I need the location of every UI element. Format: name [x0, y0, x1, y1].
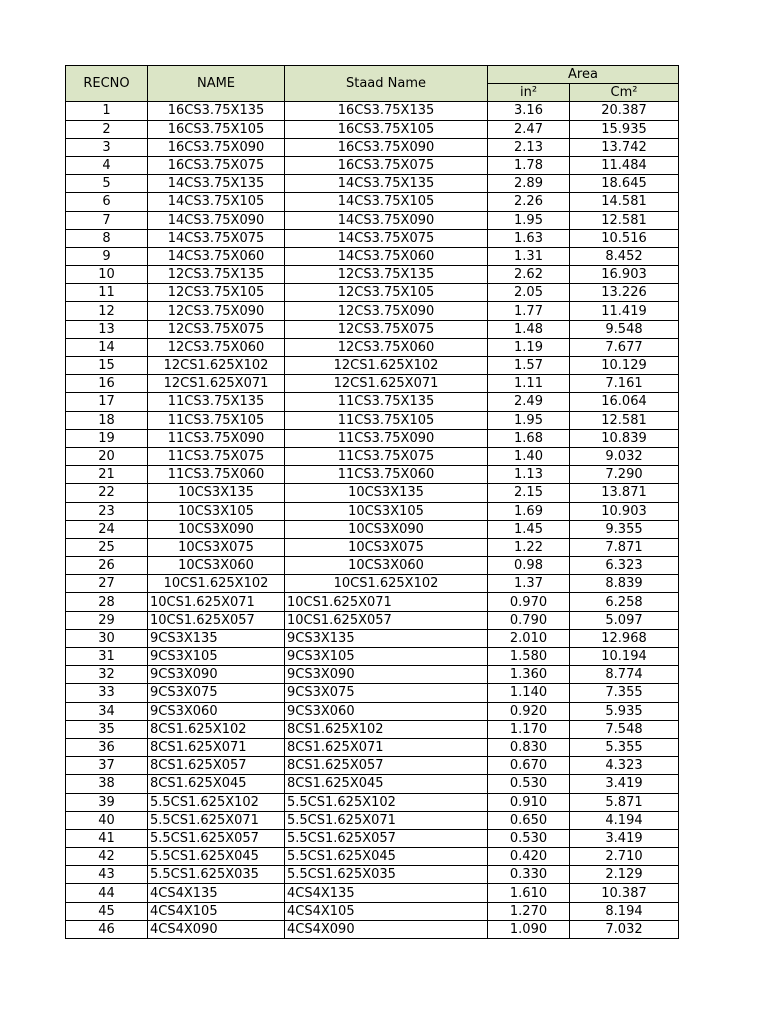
- cell-area-in2: 2.05: [488, 284, 570, 302]
- cell-area-cm2: 10.839: [570, 429, 679, 447]
- cell-name: 10CS3X105: [148, 502, 285, 520]
- table-row: [66, 266, 679, 284]
- cell-staad-name: 16CS3.75X135: [285, 102, 488, 120]
- table-row: [66, 484, 679, 502]
- cell-recno: 45: [66, 902, 148, 920]
- cell-area-cm2: 12.581: [570, 411, 679, 429]
- table-row: [66, 593, 679, 611]
- cell-recno: 36: [66, 738, 148, 756]
- cell-recno: 22: [66, 484, 148, 502]
- cell-recno: 25: [66, 538, 148, 556]
- table-row: [66, 338, 679, 356]
- cell-area-cm2: 8.194: [570, 902, 679, 920]
- table-row: [66, 211, 679, 229]
- cell-recno: 17: [66, 393, 148, 411]
- cell-area-cm2: 13.742: [570, 138, 679, 156]
- cell-area-cm2: 7.161: [570, 375, 679, 393]
- table-row: [66, 866, 679, 884]
- section-properties-table: [65, 65, 679, 939]
- cell-staad-name: 11CS3.75X135: [285, 393, 488, 411]
- cell-area-in2: 2.13: [488, 138, 570, 156]
- table-row: [66, 320, 679, 338]
- cell-area-in2: 0.790: [488, 611, 570, 629]
- cell-name: 14CS3.75X105: [148, 193, 285, 211]
- cell-staad-name: 12CS3.75X075: [285, 320, 488, 338]
- cell-area-in2: 1.77: [488, 302, 570, 320]
- cell-staad-name: 14CS3.75X075: [285, 229, 488, 247]
- cell-area-cm2: 7.871: [570, 538, 679, 556]
- cell-staad-name: 9CS3X090: [285, 666, 488, 684]
- table-row: [66, 302, 679, 320]
- cell-area-cm2: 8.774: [570, 666, 679, 684]
- cell-staad-name: 11CS3.75X075: [285, 447, 488, 465]
- table-row: [66, 848, 679, 866]
- table-row: [66, 793, 679, 811]
- cell-name: 14CS3.75X090: [148, 211, 285, 229]
- cell-name: 12CS1.625X102: [148, 357, 285, 375]
- cell-name: 4CS4X135: [148, 884, 285, 902]
- table-row: [66, 102, 679, 120]
- cell-name: 10CS3X075: [148, 538, 285, 556]
- cell-area-cm2: 16.064: [570, 393, 679, 411]
- cell-area-in2: 3.16: [488, 102, 570, 120]
- cell-area-cm2: 7.355: [570, 684, 679, 702]
- cell-recno: 7: [66, 211, 148, 229]
- cell-area-in2: 2.15: [488, 484, 570, 502]
- table-row: [66, 120, 679, 138]
- cell-staad-name: 9CS3X105: [285, 648, 488, 666]
- table-row: [66, 247, 679, 265]
- table-row: [66, 520, 679, 538]
- cell-area-in2: 0.830: [488, 738, 570, 756]
- cell-area-in2: 1.270: [488, 902, 570, 920]
- cell-area-in2: 1.37: [488, 575, 570, 593]
- cell-area-cm2: 5.097: [570, 611, 679, 629]
- table-row: [66, 720, 679, 738]
- cell-name: 5.5CS1.625X071: [148, 811, 285, 829]
- cell-recno: 44: [66, 884, 148, 902]
- cell-recno: 15: [66, 357, 148, 375]
- table-row: [66, 375, 679, 393]
- cell-recno: 37: [66, 757, 148, 775]
- cell-area-in2: 0.670: [488, 757, 570, 775]
- header-name: NAME: [148, 66, 285, 102]
- table-row: [66, 684, 679, 702]
- cell-staad-name: 10CS3X105: [285, 502, 488, 520]
- cell-name: 10CS1.625X071: [148, 593, 285, 611]
- cell-recno: 24: [66, 520, 148, 538]
- cell-staad-name: 14CS3.75X135: [285, 175, 488, 193]
- cell-name: 4CS4X105: [148, 902, 285, 920]
- cell-area-cm2: 8.839: [570, 575, 679, 593]
- cell-area-cm2: 7.290: [570, 466, 679, 484]
- cell-name: 8CS1.625X102: [148, 720, 285, 738]
- cell-recno: 21: [66, 466, 148, 484]
- cell-area-cm2: 10.194: [570, 648, 679, 666]
- cell-staad-name: 12CS1.625X071: [285, 375, 488, 393]
- cell-area-cm2: 15.935: [570, 120, 679, 138]
- cell-recno: 16: [66, 375, 148, 393]
- header-area-in2: in²: [488, 84, 570, 102]
- cell-staad-name: 16CS3.75X090: [285, 138, 488, 156]
- cell-name: 11CS3.75X105: [148, 411, 285, 429]
- table-row: [66, 538, 679, 556]
- cell-area-in2: 1.78: [488, 156, 570, 174]
- cell-name: 12CS3.75X060: [148, 338, 285, 356]
- cell-recno: 38: [66, 775, 148, 793]
- cell-name: 5.5CS1.625X057: [148, 829, 285, 847]
- cell-area-cm2: 20.387: [570, 102, 679, 120]
- cell-area-cm2: 6.258: [570, 593, 679, 611]
- cell-name: 9CS3X090: [148, 666, 285, 684]
- cell-area-in2: 1.13: [488, 466, 570, 484]
- cell-area-cm2: 9.032: [570, 447, 679, 465]
- table-row: [66, 757, 679, 775]
- header-area-cm2: Cm²: [570, 84, 679, 102]
- cell-area-in2: 1.140: [488, 684, 570, 702]
- cell-recno: 23: [66, 502, 148, 520]
- cell-area-cm2: 10.903: [570, 502, 679, 520]
- cell-name: 10CS1.625X057: [148, 611, 285, 629]
- cell-area-cm2: 2.129: [570, 866, 679, 884]
- cell-area-in2: 1.57: [488, 357, 570, 375]
- cell-area-in2: 2.010: [488, 629, 570, 647]
- cell-name: 14CS3.75X135: [148, 175, 285, 193]
- cell-area-in2: 1.170: [488, 720, 570, 738]
- cell-area-in2: 0.910: [488, 793, 570, 811]
- cell-area-in2: 1.45: [488, 520, 570, 538]
- cell-recno: 6: [66, 193, 148, 211]
- cell-recno: 1: [66, 102, 148, 120]
- cell-name: 10CS3X135: [148, 484, 285, 502]
- cell-staad-name: 10CS3X090: [285, 520, 488, 538]
- table-row: [66, 811, 679, 829]
- cell-area-cm2: 5.871: [570, 793, 679, 811]
- cell-name: 12CS3.75X135: [148, 266, 285, 284]
- table-body: [66, 102, 679, 939]
- cell-recno: 43: [66, 866, 148, 884]
- cell-recno: 8: [66, 229, 148, 247]
- cell-area-in2: 0.98: [488, 557, 570, 575]
- cell-name: 16CS3.75X075: [148, 156, 285, 174]
- cell-name: 8CS1.625X045: [148, 775, 285, 793]
- cell-area-in2: 0.330: [488, 866, 570, 884]
- cell-name: 10CS3X060: [148, 557, 285, 575]
- table-row: [66, 502, 679, 520]
- table-row: [66, 393, 679, 411]
- cell-name: 5.5CS1.625X102: [148, 793, 285, 811]
- cell-recno: 13: [66, 320, 148, 338]
- cell-area-in2: 1.090: [488, 920, 570, 938]
- table-row: [66, 575, 679, 593]
- cell-staad-name: 16CS3.75X075: [285, 156, 488, 174]
- cell-staad-name: 16CS3.75X105: [285, 120, 488, 138]
- cell-area-in2: 0.420: [488, 848, 570, 866]
- cell-area-cm2: 6.323: [570, 557, 679, 575]
- cell-name: 14CS3.75X075: [148, 229, 285, 247]
- cell-name: 11CS3.75X090: [148, 429, 285, 447]
- cell-area-cm2: 7.548: [570, 720, 679, 738]
- cell-area-in2: 0.920: [488, 702, 570, 720]
- table-row: [66, 829, 679, 847]
- cell-staad-name: 8CS1.625X102: [285, 720, 488, 738]
- cell-area-in2: 0.970: [488, 593, 570, 611]
- table-row: [66, 193, 679, 211]
- cell-area-in2: 2.89: [488, 175, 570, 193]
- cell-area-cm2: 4.323: [570, 757, 679, 775]
- cell-area-cm2: 10.387: [570, 884, 679, 902]
- cell-name: 12CS3.75X075: [148, 320, 285, 338]
- cell-recno: 34: [66, 702, 148, 720]
- cell-area-in2: 1.19: [488, 338, 570, 356]
- cell-area-cm2: 11.484: [570, 156, 679, 174]
- table-row: [66, 648, 679, 666]
- table-row: [66, 411, 679, 429]
- cell-name: 11CS3.75X135: [148, 393, 285, 411]
- cell-area-in2: 1.95: [488, 211, 570, 229]
- cell-recno: 14: [66, 338, 148, 356]
- cell-area-in2: 2.49: [488, 393, 570, 411]
- cell-area-cm2: 3.419: [570, 829, 679, 847]
- cell-area-in2: 1.360: [488, 666, 570, 684]
- cell-name: 4CS4X090: [148, 920, 285, 938]
- cell-staad-name: 9CS3X075: [285, 684, 488, 702]
- cell-name: 16CS3.75X105: [148, 120, 285, 138]
- cell-name: 12CS1.625X071: [148, 375, 285, 393]
- table-row: [66, 284, 679, 302]
- table-row: [66, 357, 679, 375]
- table-row: [66, 775, 679, 793]
- table-row: [66, 611, 679, 629]
- cell-staad-name: 11CS3.75X105: [285, 411, 488, 429]
- table-row: [66, 466, 679, 484]
- cell-staad-name: 5.5CS1.625X057: [285, 829, 488, 847]
- table-row: [66, 902, 679, 920]
- cell-staad-name: 5.5CS1.625X071: [285, 811, 488, 829]
- cell-area-in2: 1.48: [488, 320, 570, 338]
- cell-area-cm2: 12.968: [570, 629, 679, 647]
- cell-staad-name: 11CS3.75X060: [285, 466, 488, 484]
- cell-recno: 42: [66, 848, 148, 866]
- cell-recno: 19: [66, 429, 148, 447]
- cell-name: 14CS3.75X060: [148, 247, 285, 265]
- cell-recno: 40: [66, 811, 148, 829]
- cell-staad-name: 12CS3.75X090: [285, 302, 488, 320]
- cell-recno: 9: [66, 247, 148, 265]
- cell-name: 11CS3.75X060: [148, 466, 285, 484]
- cell-recno: 27: [66, 575, 148, 593]
- cell-staad-name: 12CS3.75X135: [285, 266, 488, 284]
- cell-recno: 18: [66, 411, 148, 429]
- cell-recno: 11: [66, 284, 148, 302]
- cell-area-in2: 1.63: [488, 229, 570, 247]
- cell-area-in2: 0.530: [488, 775, 570, 793]
- cell-name: 9CS3X105: [148, 648, 285, 666]
- cell-area-cm2: 12.581: [570, 211, 679, 229]
- cell-staad-name: 8CS1.625X045: [285, 775, 488, 793]
- header-recno: RECNO: [66, 66, 148, 102]
- table-row: [66, 738, 679, 756]
- cell-area-cm2: 9.548: [570, 320, 679, 338]
- cell-staad-name: 4CS4X135: [285, 884, 488, 902]
- cell-staad-name: 9CS3X135: [285, 629, 488, 647]
- table-header: [66, 66, 679, 102]
- cell-area-cm2: 10.516: [570, 229, 679, 247]
- cell-recno: 35: [66, 720, 148, 738]
- cell-area-cm2: 13.871: [570, 484, 679, 502]
- cell-name: 9CS3X060: [148, 702, 285, 720]
- cell-recno: 31: [66, 648, 148, 666]
- cell-staad-name: 10CS1.625X102: [285, 575, 488, 593]
- cell-staad-name: 5.5CS1.625X102: [285, 793, 488, 811]
- cell-area-in2: 1.40: [488, 447, 570, 465]
- cell-staad-name: 12CS3.75X105: [285, 284, 488, 302]
- cell-area-cm2: 2.710: [570, 848, 679, 866]
- cell-recno: 32: [66, 666, 148, 684]
- table-row: [66, 156, 679, 174]
- cell-recno: 2: [66, 120, 148, 138]
- cell-staad-name: 5.5CS1.625X035: [285, 866, 488, 884]
- cell-area-in2: 1.69: [488, 502, 570, 520]
- cell-staad-name: 10CS3X135: [285, 484, 488, 502]
- header-staad-name: Staad Name: [285, 66, 488, 102]
- cell-area-cm2: 3.419: [570, 775, 679, 793]
- cell-area-in2: 2.62: [488, 266, 570, 284]
- cell-area-cm2: 7.032: [570, 920, 679, 938]
- cell-area-cm2: 11.419: [570, 302, 679, 320]
- cell-area-cm2: 14.581: [570, 193, 679, 211]
- cell-name: 11CS3.75X075: [148, 447, 285, 465]
- cell-area-cm2: 4.194: [570, 811, 679, 829]
- cell-area-in2: 1.95: [488, 411, 570, 429]
- cell-name: 12CS3.75X090: [148, 302, 285, 320]
- table-row: [66, 138, 679, 156]
- cell-name: 9CS3X135: [148, 629, 285, 647]
- cell-staad-name: 5.5CS1.625X045: [285, 848, 488, 866]
- cell-name: 12CS3.75X105: [148, 284, 285, 302]
- cell-area-in2: 1.610: [488, 884, 570, 902]
- cell-recno: 46: [66, 920, 148, 938]
- cell-area-cm2: 18.645: [570, 175, 679, 193]
- cell-staad-name: 8CS1.625X071: [285, 738, 488, 756]
- cell-staad-name: 10CS3X075: [285, 538, 488, 556]
- table-row: [66, 702, 679, 720]
- cell-staad-name: 11CS3.75X090: [285, 429, 488, 447]
- cell-recno: 12: [66, 302, 148, 320]
- cell-name: 16CS3.75X135: [148, 102, 285, 120]
- table-row: [66, 447, 679, 465]
- table-row: [66, 629, 679, 647]
- cell-area-in2: 1.580: [488, 648, 570, 666]
- cell-staad-name: 14CS3.75X060: [285, 247, 488, 265]
- table-row: [66, 884, 679, 902]
- table-row: [66, 229, 679, 247]
- cell-name: 8CS1.625X057: [148, 757, 285, 775]
- cell-name: 10CS3X090: [148, 520, 285, 538]
- cell-name: 5.5CS1.625X035: [148, 866, 285, 884]
- header-area: Area: [488, 66, 679, 84]
- cell-area-in2: 1.22: [488, 538, 570, 556]
- cell-staad-name: 14CS3.75X105: [285, 193, 488, 211]
- cell-recno: 39: [66, 793, 148, 811]
- table-row: [66, 175, 679, 193]
- cell-area-cm2: 10.129: [570, 357, 679, 375]
- table-row: [66, 429, 679, 447]
- cell-area-cm2: 5.355: [570, 738, 679, 756]
- cell-staad-name: 9CS3X060: [285, 702, 488, 720]
- cell-area-in2: 1.11: [488, 375, 570, 393]
- cell-recno: 5: [66, 175, 148, 193]
- cell-name: 9CS3X075: [148, 684, 285, 702]
- cell-name: 16CS3.75X090: [148, 138, 285, 156]
- cell-staad-name: 10CS3X060: [285, 557, 488, 575]
- cell-area-in2: 0.650: [488, 811, 570, 829]
- cell-staad-name: 8CS1.625X057: [285, 757, 488, 775]
- cell-staad-name: 10CS1.625X057: [285, 611, 488, 629]
- cell-area-cm2: 9.355: [570, 520, 679, 538]
- cell-area-cm2: 13.226: [570, 284, 679, 302]
- cell-recno: 4: [66, 156, 148, 174]
- cell-recno: 29: [66, 611, 148, 629]
- cell-name: 8CS1.625X071: [148, 738, 285, 756]
- cell-recno: 26: [66, 557, 148, 575]
- table-row: [66, 666, 679, 684]
- cell-area-cm2: 5.935: [570, 702, 679, 720]
- cell-staad-name: 12CS1.625X102: [285, 357, 488, 375]
- cell-area-in2: 2.47: [488, 120, 570, 138]
- cell-recno: 28: [66, 593, 148, 611]
- cell-area-cm2: 7.677: [570, 338, 679, 356]
- cell-recno: 20: [66, 447, 148, 465]
- cell-area-cm2: 16.903: [570, 266, 679, 284]
- table-row: [66, 920, 679, 938]
- cell-staad-name: 12CS3.75X060: [285, 338, 488, 356]
- cell-recno: 3: [66, 138, 148, 156]
- cell-name: 5.5CS1.625X045: [148, 848, 285, 866]
- cell-staad-name: 4CS4X090: [285, 920, 488, 938]
- cell-area-in2: 0.530: [488, 829, 570, 847]
- cell-recno: 10: [66, 266, 148, 284]
- cell-recno: 41: [66, 829, 148, 847]
- cell-area-cm2: 8.452: [570, 247, 679, 265]
- cell-staad-name: 10CS1.625X071: [285, 593, 488, 611]
- cell-staad-name: 4CS4X105: [285, 902, 488, 920]
- cell-area-in2: 1.68: [488, 429, 570, 447]
- cell-recno: 30: [66, 629, 148, 647]
- cell-staad-name: 14CS3.75X090: [285, 211, 488, 229]
- cell-recno: 33: [66, 684, 148, 702]
- cell-name: 10CS1.625X102: [148, 575, 285, 593]
- cell-area-in2: 1.31: [488, 247, 570, 265]
- table-row: [66, 557, 679, 575]
- cell-area-in2: 2.26: [488, 193, 570, 211]
